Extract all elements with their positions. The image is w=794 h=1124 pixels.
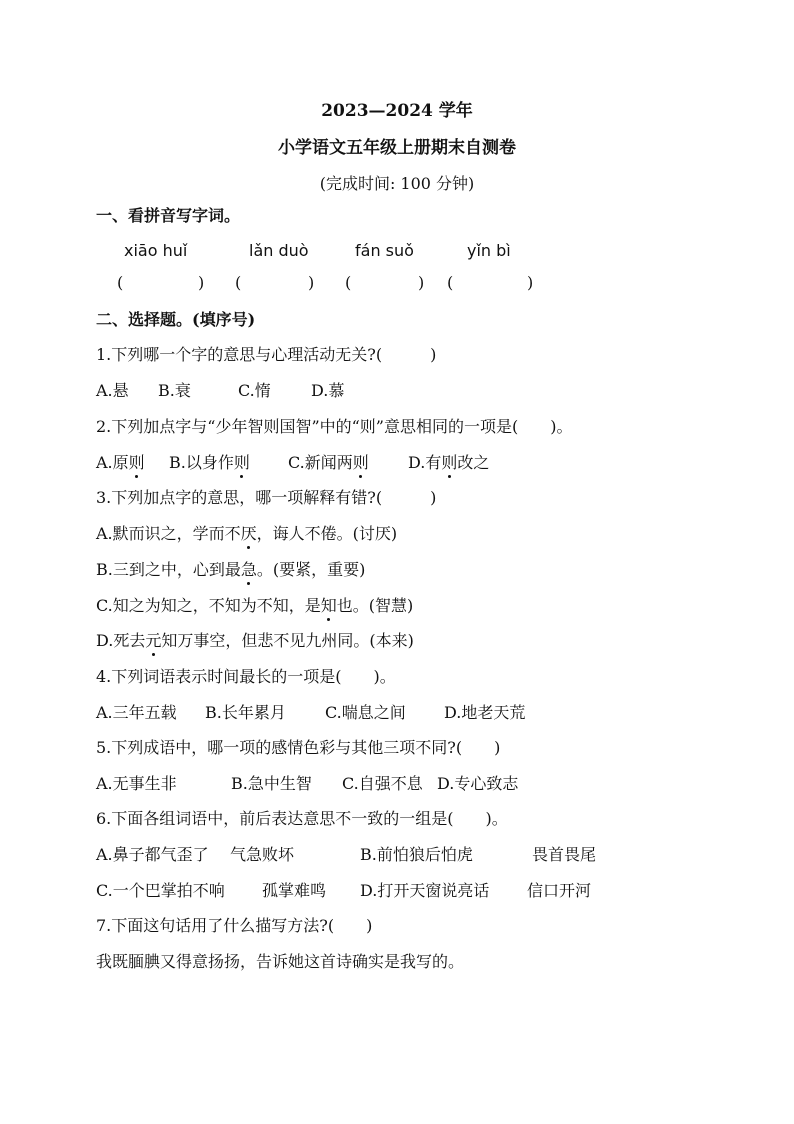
- blank-4-close: ): [527, 273, 534, 292]
- blank-2-close: ): [308, 273, 315, 292]
- q1-stem: 1.下列哪一个字的意思与心理活动无关?( ): [96, 345, 437, 364]
- blank-3-open: (: [345, 273, 352, 292]
- pinyin-3: fán suǒ: [355, 241, 414, 260]
- q5-option-c: C.自强不息: [342, 774, 423, 793]
- q6-options-row1: [96, 844, 596, 866]
- blank-4-open: (: [447, 273, 454, 292]
- emphasis-dot: 知: [320, 596, 337, 615]
- exam-title: 小学语文五年级上册期末自测卷: [278, 138, 516, 158]
- q2-options: [96, 452, 489, 474]
- q6-option-d-phrase: 信口开河: [527, 881, 592, 900]
- q7-stem: 7.下面这句话用了什么描写方法?( ): [96, 916, 373, 935]
- emphasis-dot: 厌: [240, 524, 257, 543]
- q6-option-a-phrase: 气急败坏: [230, 845, 295, 864]
- q7-sentence: 我既腼腆又得意扬扬，告诉她这首诗确实是我写的。: [96, 952, 465, 971]
- emphasis-dot: 元: [145, 631, 162, 650]
- q6-options-row2: [96, 880, 591, 902]
- blank-3-close: ): [418, 273, 425, 292]
- q5-option-a: A.无事生非: [96, 774, 177, 793]
- q6-option-b: B.前怕狼后怕虎: [360, 845, 473, 864]
- q1-option-d: D.慕: [311, 381, 345, 400]
- q2-option-b: B.以身作则: [169, 453, 250, 472]
- q6-option-c-phrase: 孤掌难鸣: [262, 881, 327, 900]
- q2-option-a: A.原则: [96, 453, 145, 472]
- exam-year: 2023—2024 学年: [321, 101, 473, 121]
- q5-options: [96, 773, 518, 795]
- blank-1-open: (: [117, 273, 124, 292]
- blank-2-open: (: [235, 273, 242, 292]
- q4-option-d: D.地老天荒: [444, 703, 526, 722]
- q1-option-a: A.悬: [96, 381, 129, 400]
- q1-options: [96, 380, 344, 402]
- time-note: (完成时间: 100 分钟): [319, 174, 475, 193]
- section1-heading: 一、看拼音写字词。: [96, 206, 241, 225]
- q2-stem: 2.下列加点字与“少年智则国智”中的“则”意思相同的一项是( )。: [96, 417, 573, 436]
- pinyin-1: xiāo huǐ: [124, 241, 188, 260]
- blank-1-close: ): [198, 273, 205, 292]
- q3-stem: 3.下列加点字的意思，哪一项解释有错?( ): [96, 488, 437, 507]
- q6-option-d: D.打开天窗说亮话: [360, 881, 490, 900]
- q4-option-a: A.三年五载: [96, 703, 177, 722]
- q6-option-a: A.鼻子都气歪了: [96, 845, 209, 864]
- emphasis-dot: 则: [352, 453, 369, 472]
- emphasis-dot: 则: [233, 453, 250, 472]
- q5-option-d: D.专心致志: [437, 774, 519, 793]
- q3-option-c: C.知之为知之，不知为不知，是知也。(智慧): [96, 596, 414, 615]
- q6-stem: 6.下面各组词语中，前后表达意思不一致的一组是( )。: [96, 809, 508, 828]
- q4-options: [96, 702, 525, 724]
- q3-option-b: B.三到之中，心到最急。(要紧，重要): [96, 560, 366, 579]
- q3-option-d: D.死去元知万事空，但悲不见九州同。(本来): [96, 631, 414, 650]
- emphasis-dot: 急: [240, 560, 257, 579]
- q4-option-b: B.长年累月: [205, 703, 286, 722]
- pinyin-4: yǐn bì: [467, 241, 511, 260]
- q4-option-c: C.喘息之间: [325, 703, 406, 722]
- q3-option-a: A.默而识之，学而不厌，诲人不倦。(讨厌): [96, 524, 398, 543]
- section2-heading: 二、选择题。(填序号): [96, 310, 256, 329]
- q6-option-c: C.一个巴掌拍不响: [96, 881, 225, 900]
- q5-stem: 5.下列成语中，哪一项的感情色彩与其他三项不同?( ): [96, 738, 501, 757]
- emphasis-dot: 则: [441, 453, 458, 472]
- q5-option-b: B.急中生智: [231, 774, 312, 793]
- q2-option-c: C.新闻两则: [288, 453, 369, 472]
- q2-option-d: D.有则改之: [408, 453, 490, 472]
- pinyin-2: lǎn duò: [249, 241, 309, 260]
- q4-stem: 4.下列词语表示时间最长的一项是( )。: [96, 667, 396, 686]
- q1-option-c: C.惰: [238, 381, 271, 400]
- emphasis-dot: 则: [128, 453, 145, 472]
- q1-option-b: B.衰: [158, 381, 191, 400]
- q6-option-b-phrase: 畏首畏尾: [532, 845, 597, 864]
